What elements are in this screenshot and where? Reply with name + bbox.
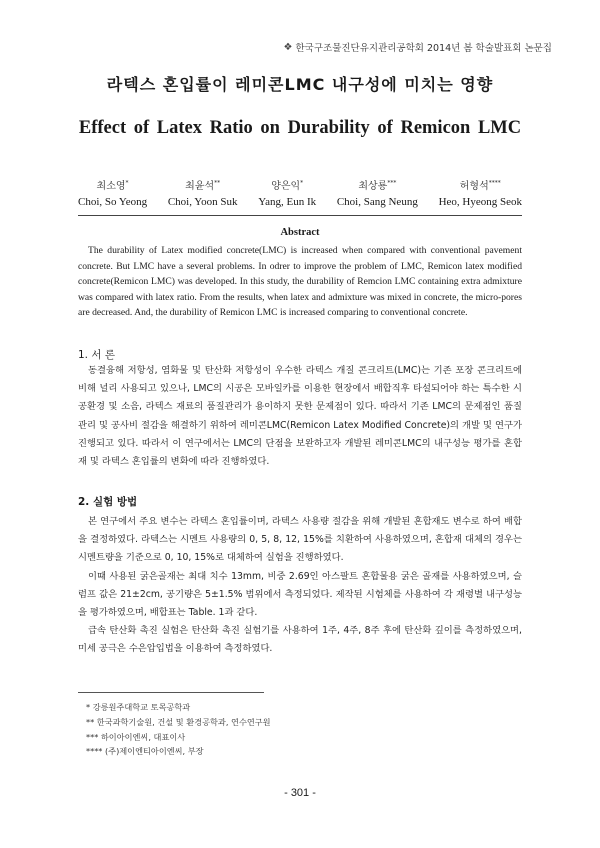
paragraph: 본 연구에서 주요 변수는 라텍스 혼입률이며, 라텍스 사용량 절감을 위해 개발된 혼합재도 변수로 하여 배합을 결정하였다. 라텍스는 시멘트 사용량의 0, 5, 8, 12, 15%를 치환하여 사용하였으며, 혼합재 대체의 경우는 시멘트량을 기준으로 0, 10, 15%로 대체하여 실험을 진행하였다. xyxy=(78,516,522,564)
author-1 xyxy=(78,177,147,208)
section-2-title: 2. 실험 방법 xyxy=(78,496,138,508)
author-4 xyxy=(337,177,418,208)
english-title: Effect of Latex Ratio on Durability of Remicon LMC xyxy=(78,118,522,138)
paragraph: 이때 사용된 굵은골재는 최대 치수 13mm, 비중 2.69인 아스팔트 혼합물용 굵은 골재를 사용하였으며, 슬럼프 값은 21±2cm, 공기량은 5±1.5% 범위에서 측정되었다. 제작된 시험체를 사용하여 각 재령별 내구성능을 평가하였으며, 배합표는 Table. 1과 같다. xyxy=(78,570,522,619)
affiliation-mark: ** xyxy=(214,179,221,187)
korean-title: 라텍스 혼입률이 레미콘LMC 내구성에 미치는 영향 xyxy=(106,75,494,94)
author-list xyxy=(78,177,522,208)
footnote: * 강릉원주대학교 토목공학과 xyxy=(86,702,191,712)
affiliation-mark: * xyxy=(125,179,129,187)
page-number: - 301 - xyxy=(284,787,316,799)
diamond-logo-icon: ❖ xyxy=(283,41,293,53)
footnotes xyxy=(86,700,271,759)
author-name-ko: 양은익 xyxy=(271,181,301,192)
author-name-ko: 최상룡 xyxy=(358,181,388,192)
section-2-body xyxy=(78,513,522,659)
footnote-divider xyxy=(78,692,264,693)
author-name-ko: 최소영 xyxy=(96,181,126,192)
divider xyxy=(78,215,522,216)
author-name-ko: 허형석 xyxy=(459,181,489,192)
abstract-text: The durability of Latex modified concrete(LMC) is increased when compared with conventional pavement concrete. But LMC have a several problems. In odrer to improve the problem of LMC, Remicon latex modified concrete(Remicon LMC) was developed. In this study, the durability of Remcion LMC containing extra admixture was compared with latex ratio. From the results, when latex and admixture was mixed in concrete, the micro-pores are decreased. And, the durability of Remicon LMC is increased comparing to conventional concrete. xyxy=(78,245,522,319)
author-name-en: Heo, Hyeong Seok xyxy=(438,196,522,208)
affiliation-mark: *** xyxy=(387,179,397,187)
section-1-title: 1. 서 론 xyxy=(78,349,115,361)
running-header xyxy=(284,40,552,54)
footnote: **** (주)제이엔티아이엔씨, 부장 xyxy=(86,746,204,757)
footnote: *** 하이아이엔씨, 대표이사 xyxy=(86,731,186,742)
affiliation-mark: * xyxy=(300,179,304,187)
author-3 xyxy=(258,177,316,208)
affiliation-mark: **** xyxy=(488,179,501,187)
author-name-en: Choi, Yoon Suk xyxy=(167,196,238,208)
author-name-en: Choi, Sang Neung xyxy=(336,196,418,208)
paragraph: 급속 탄산화 촉진 실험은 탄산화 촉진 실험기를 사용하여 1주, 4주, 8주 후에 탄산화 깊이를 측정하였으며, 미세 공극은 수은압입법을 이용하여 측정하였다. xyxy=(78,625,522,655)
paragraph: 동결융해 저항성, 염화물 및 탄산화 저항성이 우수한 라텍스 개질 콘크리트(LMC)는 기존 포장 콘크리트에 비해 널리 사용되고 있으나, LMC의 시공은 모바일카를 이용한 현장에서 배합직후 타설되어야 하는 특수한 시공환경 및 소음, 라텍스 재료의 품질관리가 용이하지 못한 문제점이 있다. 따라서 기존 LMC의 문제점인 품질관리 및 공사비 절감을 해결하기 위하여 레미콘LMC(Remicon Latex Modified Concrete)의 개발 및 연구가 진행되고 있다. 따라서 이 연구에서는 LMC의 단점을 보완하고자 개발된 레미콘LMC의 내구성능 평가를 혼합재 및 라텍스 혼입률의 변화에 따라 진행하였다. xyxy=(78,365,522,468)
section-1-body xyxy=(78,362,522,471)
conference-name: 한국구조물진단유지관리공학회 2014년 봄 학술발표회 논문집 xyxy=(295,43,552,54)
author-5 xyxy=(439,177,522,208)
author-name-ko: 최윤석 xyxy=(185,181,215,192)
author-2 xyxy=(168,177,238,208)
footnote: ** 한국과학기술원, 건설 및 환경공학과, 연수연구원 xyxy=(86,716,271,727)
author-name-en: Choi, So Yeong xyxy=(78,196,148,208)
author-name-en: Yang, Eun Ik xyxy=(258,196,317,208)
abstract-heading: Abstract xyxy=(280,227,320,238)
